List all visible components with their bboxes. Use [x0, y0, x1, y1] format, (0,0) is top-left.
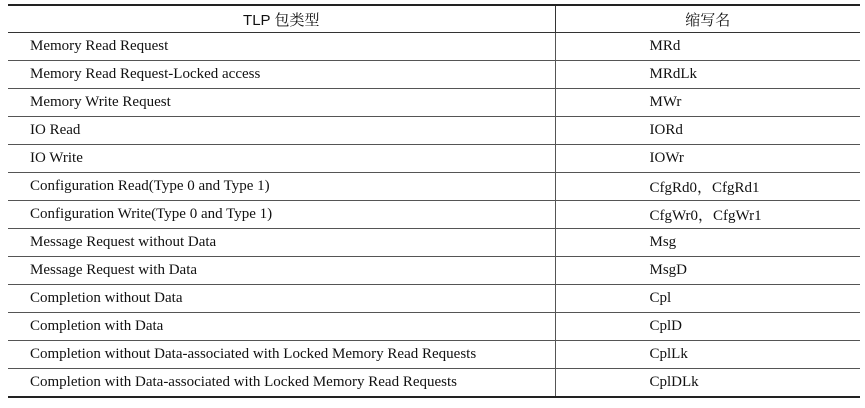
abbreviation-cell: MWr	[555, 89, 860, 117]
tlp-type-cell: Configuration Write(Type 0 and Type 1)	[8, 201, 555, 229]
table-row	[8, 285, 860, 313]
header-row	[8, 5, 860, 33]
tlp-type-cell: IO Read	[8, 117, 555, 145]
table-body	[8, 33, 860, 398]
abbreviation-cell: CplD	[555, 313, 860, 341]
abbreviation-cell: CplDLk	[555, 369, 860, 398]
tlp-type-cell: Completion with Data-associated with Locked Memory Read Requests	[8, 369, 555, 398]
abbreviation-cell: Msg	[555, 229, 860, 257]
table-row	[8, 229, 860, 257]
header-abbreviation: 缩写名	[555, 5, 860, 33]
table-row	[8, 341, 860, 369]
tlp-type-table-container	[8, 4, 860, 398]
tlp-type-cell: Completion with Data	[8, 313, 555, 341]
tlp-type-cell: Memory Read Request-Locked access	[8, 61, 555, 89]
table-row	[8, 33, 860, 61]
abbreviation-cell: MsgD	[555, 257, 860, 285]
tlp-type-cell: Configuration Read(Type 0 and Type 1)	[8, 173, 555, 201]
tlp-type-cell: Message Request without Data	[8, 229, 555, 257]
table-row	[8, 145, 860, 173]
table-header	[8, 5, 860, 33]
abbreviation-cell: MRd	[555, 33, 860, 61]
tlp-type-cell: IO Write	[8, 145, 555, 173]
tlp-type-cell: Memory Write Request	[8, 89, 555, 117]
header-tlp-type: TLP 包类型	[8, 5, 555, 33]
abbreviation-cell: IOWr	[555, 145, 860, 173]
tlp-type-cell: Message Request with Data	[8, 257, 555, 285]
abbreviation-cell: MRdLk	[555, 61, 860, 89]
abbreviation-cell: CfgWr0，CfgWr1	[555, 201, 860, 229]
abbreviation-cell: CfgRd0，CfgRd1	[555, 173, 860, 201]
tlp-type-cell: Completion without Data-associated with Locked Memory Read Requests	[8, 341, 555, 369]
abbreviation-cell: CplLk	[555, 341, 860, 369]
table-row	[8, 201, 860, 229]
table-row	[8, 89, 860, 117]
table-row	[8, 173, 860, 201]
table-row	[8, 117, 860, 145]
table-row	[8, 313, 860, 341]
table-row	[8, 257, 860, 285]
tlp-type-table	[8, 4, 860, 398]
tlp-type-cell: Completion without Data	[8, 285, 555, 313]
abbreviation-cell: Cpl	[555, 285, 860, 313]
table-row	[8, 61, 860, 89]
table-row	[8, 369, 860, 398]
abbreviation-cell: IORd	[555, 117, 860, 145]
tlp-type-cell: Memory Read Request	[8, 33, 555, 61]
